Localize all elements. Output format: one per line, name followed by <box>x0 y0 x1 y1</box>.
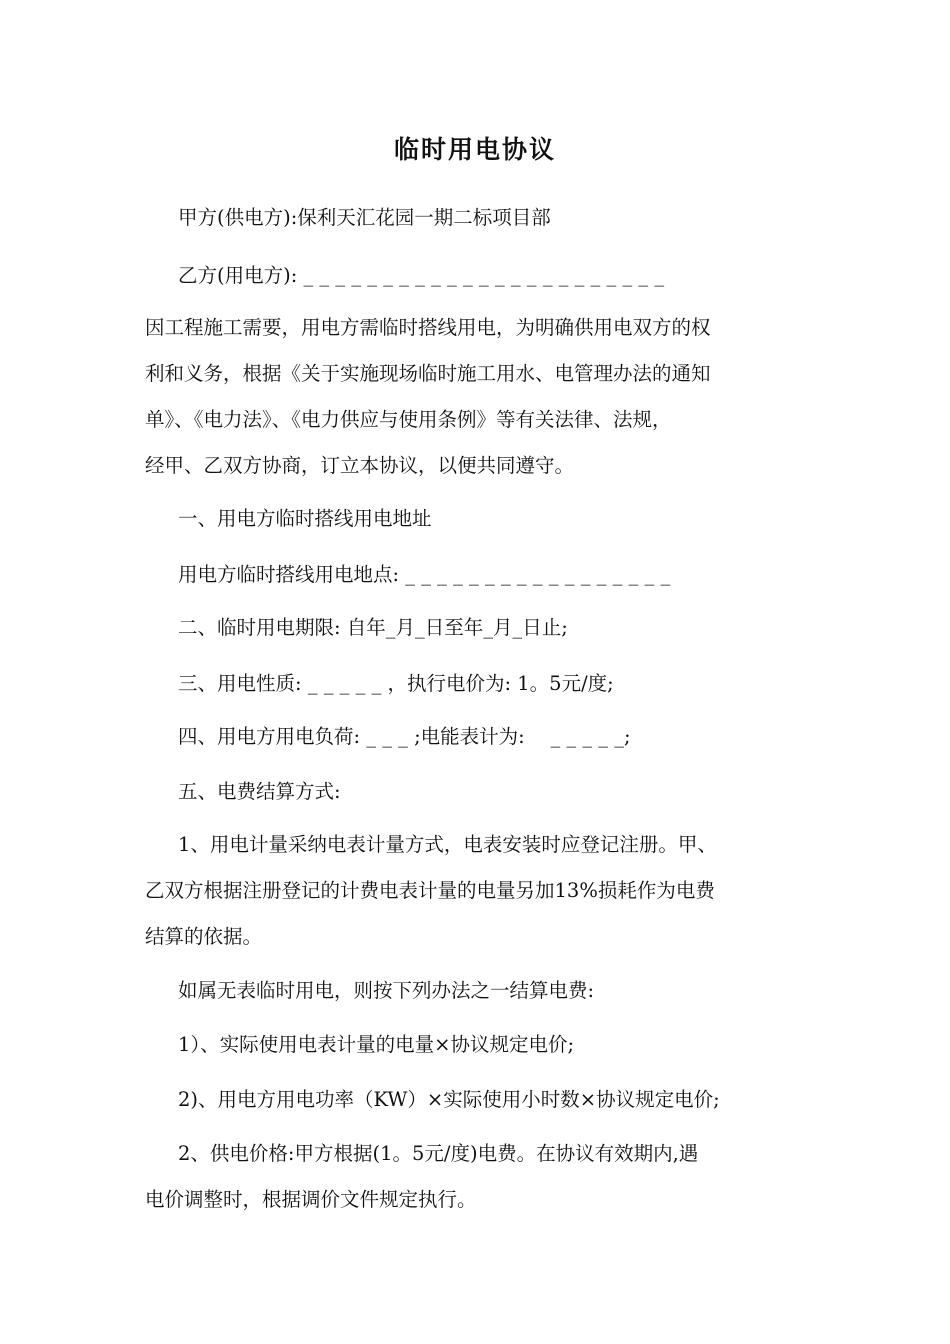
clause-1-line-2: 乙双方根据注册登记的计费电表计量的电量另加13%损耗作为电费 <box>145 879 715 902</box>
section-one-heading: 一、用电方临时搭线用电地址 <box>178 507 432 530</box>
clause-2-line-2: 电价调整时，根据调价文件规定执行。 <box>145 1188 477 1211</box>
no-meter-heading: 如属无表临时用电，则按下列办法之一结算电费: <box>178 979 595 1002</box>
intro-line-3: 单》、《电力法》、《电力供应与使用条例》等有关法律、法规， <box>145 408 672 431</box>
no-meter-option-2: 2)、用电方用电功率（KW）×实际使用小时数×协议规定电价; <box>178 1088 720 1111</box>
clause-1-line-3: 结算的依据。 <box>145 925 263 948</box>
no-meter-option-1: 1）、实际使用电表计量的电量×协议规定电价; <box>178 1033 575 1056</box>
page-title: 临时用电协议 <box>393 135 556 164</box>
intro-line-4: 经甲、乙双方协商，订立本协议，以便共同遵守。 <box>145 454 575 477</box>
section-four-load: 四、用电方用电负荷: _ _ _ ;电能表计为: _ _ _ _ _; <box>178 725 631 748</box>
clause-1-line-1: 1、用电计量采纳电表计量方式，电表安装时应登记注册。甲、 <box>178 833 717 856</box>
party-b-line: 乙方(用电方): _ _ _ _ _ _ _ _ _ _ _ _ _ _ _ _ _ _ _ _ _ _ _ <box>178 264 665 287</box>
usage-location-line: 用电方临时搭线用电地点: _ _ _ _ _ _ _ _ _ _ _ _ _ _ _ _ _ <box>178 563 671 586</box>
section-five-heading: 五、电费结算方式: <box>178 780 341 803</box>
section-two-period: 二、临时用电期限: 自年_月_日至年_月_日止; <box>178 616 568 639</box>
clause-2-line-1: 2、供电价格:甲方根据(1。5元/度)电费。在协议有效期内,遇 <box>178 1142 699 1165</box>
party-a-line: 甲方(供电方):保利天汇花园一期二标项目部 <box>178 206 551 229</box>
section-three-nature: 三、用电性质: _ _ _ _ _ ，执行电价为: 1。5元/度; <box>178 672 614 695</box>
intro-line-1: 因工程施工需要，用电方需临时搭线用电，为明确供用电双方的权 <box>145 316 711 339</box>
intro-line-2: 利和义务，根据《关于实施现场临时施工用水、电管理办法的通知 <box>145 362 711 385</box>
